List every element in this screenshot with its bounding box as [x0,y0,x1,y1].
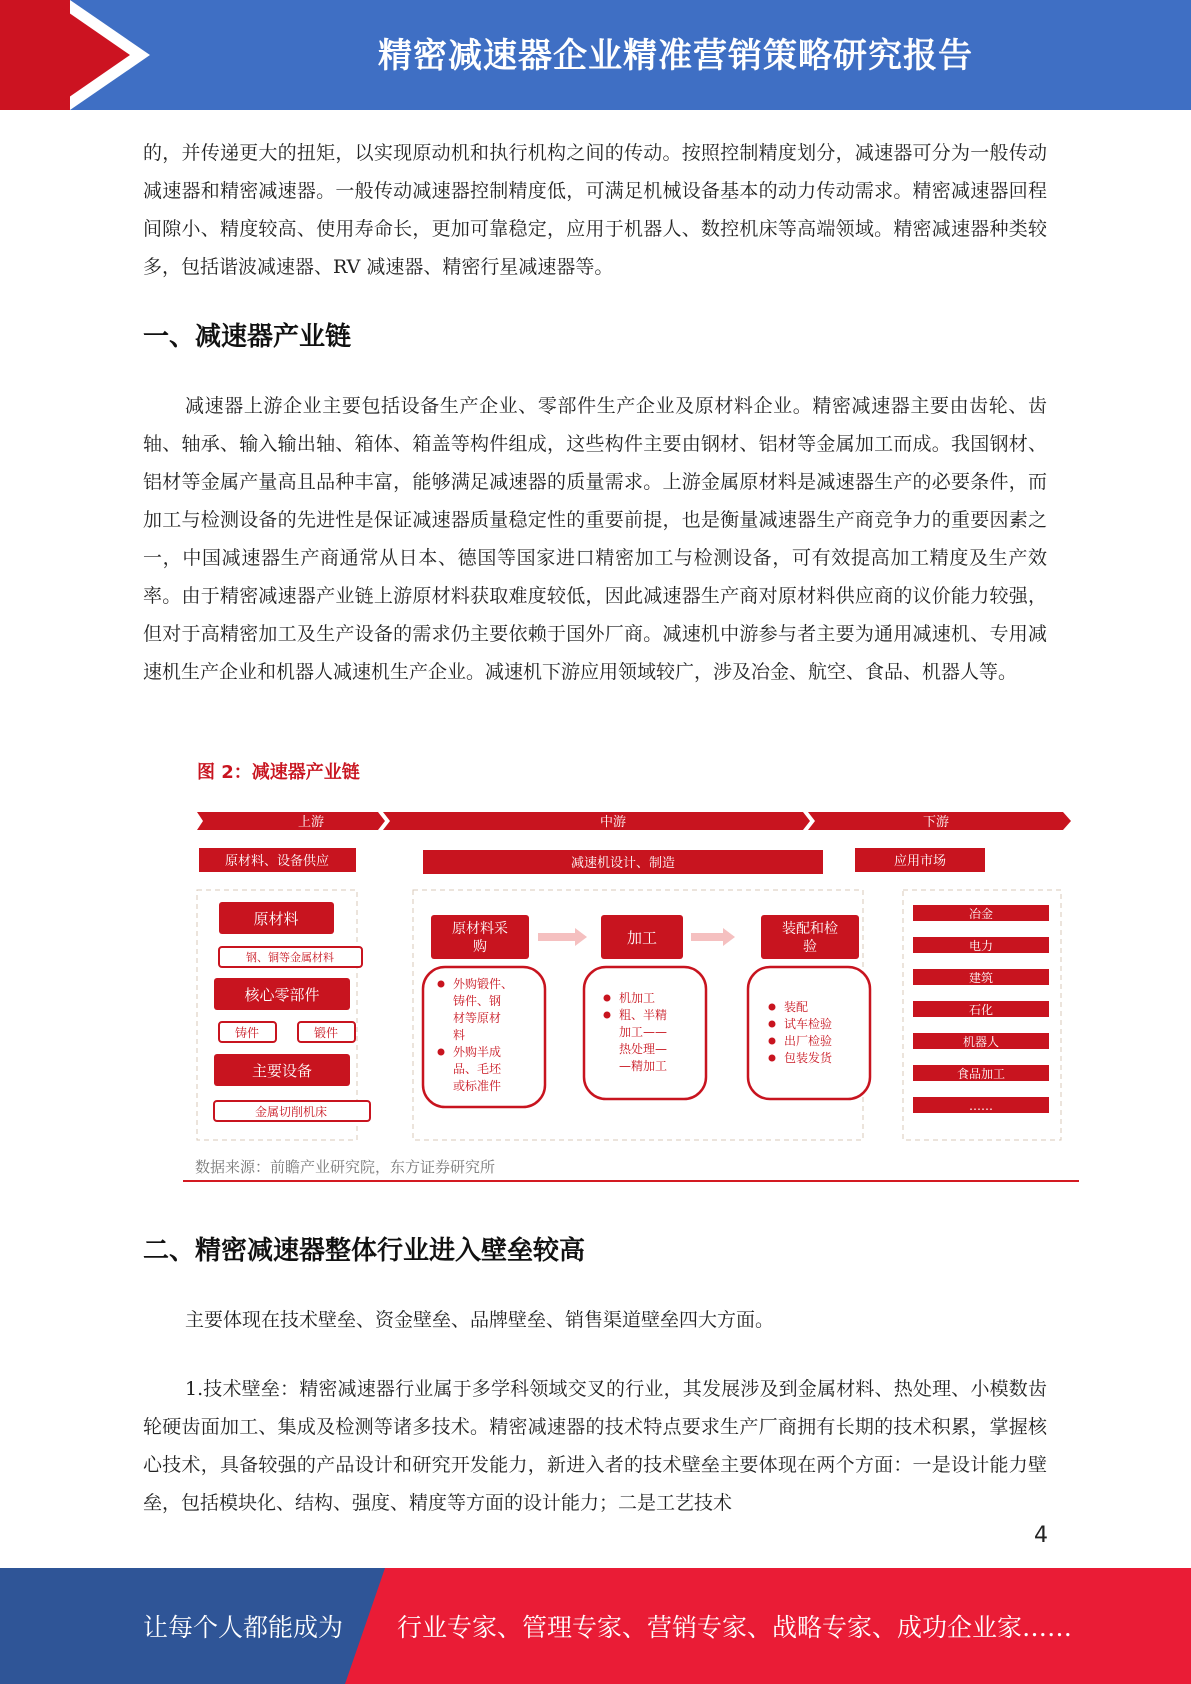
detail2-line: —精加工 [619,1059,668,1073]
figure-bottom-rule [183,1180,1079,1182]
detail1-line: 铸件、钢 [453,994,502,1008]
detail3-line: 装配 [784,1000,809,1014]
midstream-step1-line1: 原材料采 [452,921,508,937]
detail1-line: 品、毛坯 [453,1062,502,1076]
downstream-item-label: 机器人 [962,1035,1000,1049]
footer-slogan-right: 行业专家、管理专家、营销专家、战略专家、成功企业家…… [397,1613,1073,1642]
detail3-line: 出厂检验 [784,1034,833,1048]
bullet-icon [438,981,445,988]
detail2-line: 加工—— [619,1025,668,1039]
stage-label-downstream: 下游 [922,815,950,830]
page-number: 4 [1034,1523,1048,1548]
figure-title: 图 2：减速器产业链 [197,762,360,783]
midstream-step1-line2: 购 [473,939,487,955]
bullet-icon [604,1012,611,1019]
detail2-line: 热处理— [619,1042,668,1056]
midstream-step2: 加工 [626,929,658,947]
bullet-icon [438,1049,445,1056]
bullet-icon [604,995,611,1002]
industry-chain-diagram [183,752,1079,1152]
downstream-header: 应用市场 [893,854,947,869]
bullet-icon [769,1021,776,1028]
detail2-line: 机加工 [619,991,656,1005]
detail3-line: 包装发货 [784,1051,833,1065]
paragraph-industry-chain: 减速器上游企业主要包括设备生产企业、零部件生产企业及原材料企业。精密减速器主要由齿轮、齿轴、轴承、输入输出轴、箱体、箱盖等构件组成，这些构件主要由钢材、铝材等金属加工而成。我国钢材、铝材等金属产量高且品种丰富，能够满足减速器的质量需求。上游金属原材料是减速器生产的必要条件，而加工与检测设备的先进性是保证减速器质量稳定性的重要前提，也是衡量减速器生产商竞争力的重要因素之一，中国减速器生产商通常从日本、德国等国家进口精密加工与检测设备，可有效提高加工精度及生产效率。由于精密减速器产业链上游原材料获取难度较低，因此减速器生产商对原材料供应商的议价能力较强，但对于高精密加工及生产设备的需求仍主要依赖于国外厂商。减速机中游参与者主要为通用减速机、专用减速机生产企业和机器人减速机生产企业。减速机下游应用领域较广，涉及冶金、航空、食品、机器人等。 [143,395,1047,683]
stage-label-midstream: 中游 [599,815,627,830]
page-header [0,0,1191,110]
upstream-raw: 原材料 [253,910,299,928]
downstream-item-label: 电力 [968,939,994,953]
upstream-core-sub2: 锻件 [313,1026,339,1040]
detail1-line: 外购锻件、 [453,977,514,991]
detail1-line: 或标准件 [453,1079,502,1093]
detail1-line: 料 [453,1028,466,1042]
stage-arrow-band [197,812,1071,830]
page-footer [0,1568,1191,1684]
upstream-header: 原材料、设备供应 [224,854,330,869]
midstream-header: 减速机设计、制造 [570,856,676,871]
paragraph-technical-barrier: 1.技术壁垒：精密减速器行业属于多学科领域交叉的行业，其发展涉及到金属材料、热处理、小模数齿轮硬齿面加工、集成及检测等诸多技术。精密减速器的技术特点要求生产厂商拥有长期的技术积累，掌握核心技术，具备较强的产品设计和研究开发能力，新进入者的技术壁垒主要体现在两个方面：一是设计能力壁垒，包括模块化、结构、强度、精度等方面的设计能力；二是工艺技术 [143,1378,1047,1514]
upstream-equip-sub: 金属切削机床 [254,1105,328,1119]
downstream-item-label: 石化 [968,1003,994,1017]
figure-source: 数据来源：前瞻产业研究院，东方证券研究所 [195,1158,496,1176]
arrow-icon [691,928,735,946]
upstream-raw-sub: 钢、铜等金属材料 [246,951,334,964]
report-title: 精密减速器企业精准营销策略研究报告 [378,36,973,76]
paragraph-intro: 的，并传递更大的扭矩，以实现原动机和执行机构之间的传动。按照控制精度划分，减速器可分为一般传动减速器和精密减速器。一般传动减速器控制精度低，可满足机械设备基本的动力传动需求。精密减速器回程间隙小、精度较高、使用寿命长，更加可靠稳定，应用于机器人、数控机床等高端领域。精密减速器种类较多，包括谐波减速器、RV 减速器、精密行星减速器等。 [143,142,1047,278]
section-heading-2: 二、精密减速器整体行业进入壁垒较高 [143,1236,586,1266]
detail1-line: 材等原材 [453,1011,502,1025]
arrow-icon [538,928,587,946]
figure-industry-chain [183,752,1079,1182]
upstream-core: 核心零部件 [244,986,320,1004]
downstream-list [913,905,1049,1113]
midstream-step3-line1: 装配和检 [782,921,838,937]
footer-slogan-left: 让每个人都能成为 [143,1613,344,1642]
downstream-item-label: 冶金 [968,907,994,921]
detail3-line: 试车检验 [784,1017,833,1031]
midstream-detail3 [748,967,870,1099]
upstream-core-sub1: 铸件 [234,1026,260,1040]
downstream-item-label: 食品加工 [956,1067,1006,1081]
bullet-icon [769,1038,776,1045]
downstream-item-label: …… [969,1099,993,1113]
upstream-equip: 主要设备 [251,1062,313,1080]
header-red-chevron [62,8,130,102]
detail1-line: 外购半成 [453,1045,502,1059]
footer-blue-slant [345,1568,385,1684]
header-red-band [0,0,70,110]
downstream-item-label: 建筑 [968,971,994,985]
section-heading-1: 一、减速器产业链 [143,322,352,352]
paragraph-barriers-summary: 主要体现在技术壁垒、资金壁垒、品牌壁垒、销售渠道壁垒四大方面。 [185,1309,775,1331]
stage-label-upstream: 上游 [297,815,325,830]
midstream-step3-line2: 验 [803,939,817,955]
detail2-line: 粗、半精 [619,1008,668,1022]
bullet-icon [769,1004,776,1011]
stage-arrow-upstream [197,812,385,830]
stage-arrow-midstream [383,812,810,830]
bullet-icon [769,1055,776,1062]
